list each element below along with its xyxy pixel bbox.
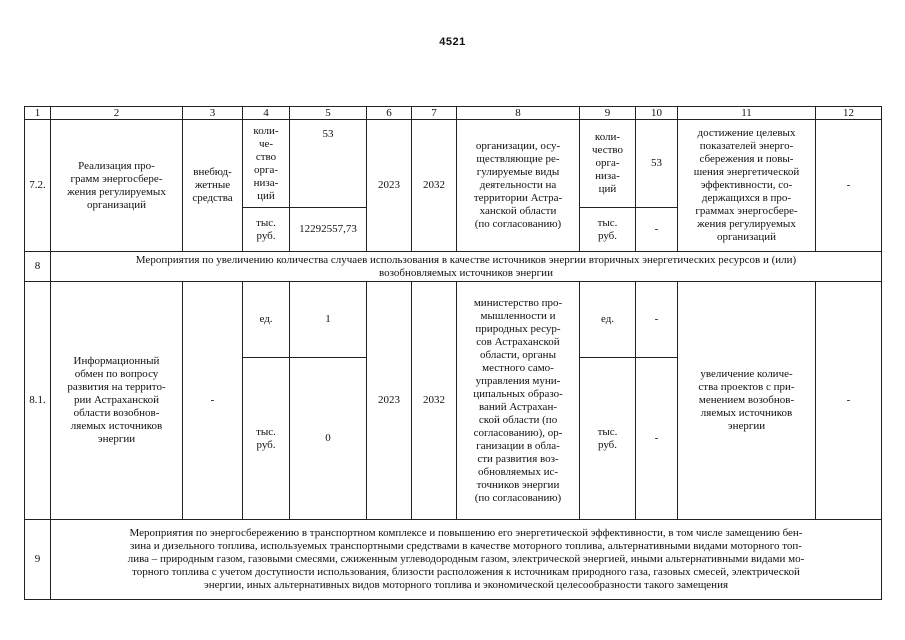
- column-header: 11: [741, 106, 752, 119]
- section-title: Мероприятия по энергосбережению в транспортном комплексе и повышению его энергетической эффективности, в том числе замещению бен- зина и дизельного топлива, используемых транспортными средствами в качестве моторного топлива, альтернативными видами моторного топ- лива – природным газом, газовыми смесями, сжиженным углеводородным газом, электрической энергией, иными альтернативными видами мо- торного топлива с учетом доступности использования, близости расположения к источникам природного газа, газовых смесей, электрической энергии, иных альтернативных видов моторного топлива и экономической целесообразности такого замещения: [127, 527, 805, 591]
- year-start: 2023: [378, 179, 400, 191]
- funding-source: -: [210, 394, 215, 406]
- column-header: 8: [515, 106, 521, 119]
- column-header: 1: [34, 106, 41, 119]
- year-end: 2032: [423, 394, 445, 406]
- value-cell: 53: [651, 157, 662, 169]
- col12-cell: -: [846, 394, 851, 406]
- result-cell: достижение целевых показателей энерго- сбережения и повы- шения энергетической эффективности, со- держащихся в про- граммах энергосбере- жения регулируемых организаций: [693, 127, 800, 243]
- value-cell: 53: [322, 128, 334, 140]
- unit-cell: тыс. руб.: [256, 216, 276, 242]
- page-number: 4521: [439, 36, 466, 48]
- value-cell: -: [654, 313, 659, 325]
- col12-cell: -: [846, 179, 851, 191]
- column-header: 5: [325, 106, 331, 119]
- executor-cell: министерство про- мышленности и природных ресур- сов Астраханской области, органы местного само- управления муни- ципальных образо- ваний Астрахан- ской области (по согласованию), ор- ганизации в обла- сти развития воз- обновляемых ис- точников энергии (по согласованию): [473, 296, 563, 504]
- column-header: 4: [263, 106, 269, 119]
- section-row: [25, 520, 882, 600]
- section-number: 9: [34, 553, 41, 565]
- column-header: 2: [113, 106, 120, 119]
- year-start: 2023: [378, 394, 400, 406]
- unit-cell: коли- че- ство орга- низа- ций: [253, 124, 279, 202]
- column-header: 7: [431, 106, 437, 119]
- value-cell: -: [654, 432, 659, 444]
- value-cell: 0: [325, 432, 331, 444]
- unit-cell: тыс. руб.: [597, 425, 618, 451]
- column-header: 3: [209, 106, 216, 119]
- row-number: 7.2.: [29, 179, 46, 191]
- unit-cell: тыс. руб.: [256, 425, 276, 451]
- unit-cell: коли- чество орга- низа- ций: [592, 131, 623, 195]
- column-header: 10: [651, 106, 662, 119]
- funding-source: внебюд- жетные средства: [192, 166, 233, 204]
- result-cell: увеличение количе- ства проектов с при- менением возобнов- ляемых источников энергии: [698, 368, 795, 432]
- value-cell: 12292557,73: [299, 223, 357, 235]
- column-header: 6: [386, 106, 392, 119]
- table-row: [25, 120, 882, 208]
- unit-cell: ед.: [259, 313, 273, 325]
- column-header: 9: [604, 106, 611, 119]
- section-row: [25, 252, 882, 282]
- executor-cell: организации, осу- ществляющие ре- гулируемые виды деятельности на территории Астра- ханской области (по согласованию): [473, 140, 563, 230]
- value-cell: -: [654, 223, 659, 235]
- header-row: [25, 107, 882, 120]
- unit-cell: ед.: [600, 313, 615, 325]
- table-row: [25, 282, 882, 358]
- value-cell: 1: [325, 313, 331, 325]
- year-end: 2032: [423, 179, 445, 191]
- section-number: 8: [34, 260, 41, 272]
- measures-table: [24, 106, 882, 600]
- measure-name: Реализация про- грамм энергосбере- жения регулируемых организаций: [67, 159, 166, 211]
- row-number: 8.1.: [29, 394, 46, 406]
- unit-cell: тыс. руб.: [597, 216, 618, 242]
- measure-name: Информационный обмен по вопросу развития на террито- рии Астраханской области возобнов- ляемых источников энергии: [67, 355, 166, 445]
- section-title: Мероприятия по увеличению количества случаев использования в качестве источников энергии вторичных энергетических ресурсов и (или) возобновляемых источников энергии: [135, 253, 797, 279]
- column-header: 12: [843, 106, 854, 119]
